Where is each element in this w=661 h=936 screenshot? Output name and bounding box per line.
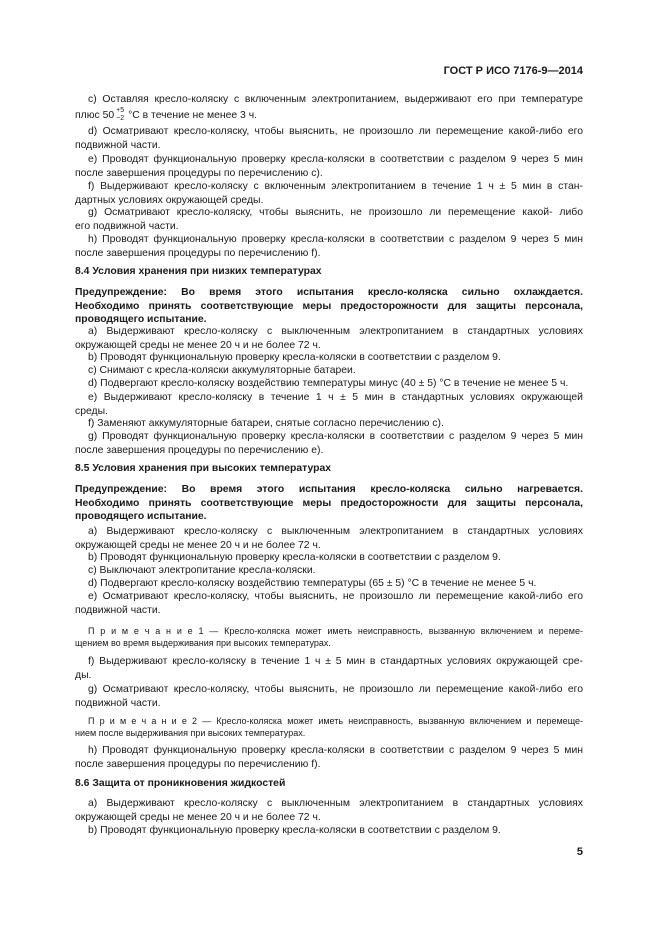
page-number: 5: [576, 846, 583, 858]
heading-8-4: 8.4 Условия хранения при низких температурах: [75, 266, 322, 278]
text-line: Предупреждение: Во время этого испытания кресло-коляска сильно нагревается.: [75, 484, 583, 496]
text-line: d) Подвергают кресло-коляску воздействию температуры минус (40 ± 5) °С в течение не менее 5 ч.: [88, 378, 569, 390]
item-8-3-h: [75, 233, 583, 260]
text-line: c) Оставляя кресло-коляску с включенным электропитанием, выдерживают его при температуре: [88, 94, 583, 106]
item-8-4-c: [75, 364, 583, 377]
heading-8-6: 8.6 Защита от проникновения жидкостей: [75, 778, 286, 790]
note-8-5-1: [75, 625, 583, 649]
item-8-4-d: [75, 377, 583, 390]
item-8-5-e: [75, 590, 583, 617]
text-line: g) Осматривают кресло-коляску, чтобы выяснить, не произошло ли перемещение какой- либо: [88, 207, 583, 219]
text-line: a) Выдерживают кресло-коляску с выключенным электропитанием в стандартных условиях: [88, 326, 583, 338]
item-8-5-f: [75, 655, 583, 682]
item-8-4-b: [75, 351, 583, 364]
text-line: П р и м е ч а н и е 1 — Кресло-коляска может иметь неисправность, вызванную включением и переме-: [88, 626, 583, 636]
text-line: f) Выдерживают кресло-коляску в течение 1 ч ± 5 мин в стандартных условиях окружающей сре-: [88, 656, 583, 668]
item-8-3-e: [75, 153, 583, 180]
text-line: a) Выдерживают кресло-коляску с выключенным электропитанием в стандартных условиях: [88, 798, 583, 810]
text-line: после завершения процедуры по перечислению c).: [75, 167, 323, 179]
text-line: d) Осматривают кресло-коляску, чтобы выяснить, не произошло ли перемещение какой-либо его: [88, 126, 583, 138]
text-line: b) Проводят функциональную проверку кресла-коляски в соответствии с разделом 9.: [88, 552, 501, 564]
item-8-3-d: [75, 125, 583, 152]
item-8-3-f: [75, 180, 583, 207]
text-line: среды.: [75, 405, 108, 417]
text-line: ды.: [75, 669, 92, 681]
text-line: его подвижной части.: [75, 220, 179, 232]
text-line: c) Снимают с кресла-коляски аккумуляторные батареи.: [88, 365, 356, 377]
text-line: b) Проводят функциональную проверку кресла-коляски в соответствии с разделом 9.: [88, 352, 501, 364]
text-line: подвижной части.: [75, 697, 161, 709]
text-line: подвижной части.: [75, 604, 161, 616]
item-8-5-d: [75, 577, 583, 590]
item-8-5-a: [75, 525, 583, 552]
item-8-3-g: [75, 206, 583, 233]
text-line: c) Выключают электропитание кресла-коляски.: [88, 565, 316, 577]
text-line: после завершения процедуры по перечислению f).: [75, 758, 321, 770]
text-line: Предупреждение: Во время этого испытания кресло-коляска сильно охлаждается.: [75, 287, 583, 299]
text-line: нием после выдерживания при высоких температурах.: [75, 728, 306, 738]
text-line: e) Осматривают кресло-коляску, чтобы выяснить, не произошло ли перемещение какой-либо его: [88, 591, 583, 603]
tolerance-lower: −2: [116, 114, 125, 122]
warning-8-5: [75, 483, 583, 523]
text-line: дартных условиях окружающей среды.: [75, 194, 264, 206]
temperature-suffix: °С в течение не менее 3 ч.: [128, 109, 258, 121]
text-line: Необходимо принять соответствующие меры предосторожности для защиты персонала,: [75, 497, 583, 509]
item-8-5-h: [75, 744, 583, 771]
text-line: П р и м е ч а н и е 2 — Кресло-коляска может иметь неисправность, вызванную включением и перемеще-: [88, 716, 583, 726]
item-8-4-a: [75, 325, 583, 352]
text-line: g) Осматривают кресло-коляску, чтобы выяснить, не произошло ли перемещение какой-либо его: [88, 684, 583, 696]
text-line: d) Подвергают кресло-коляску воздействию температуры (65 ± 5) °С в течение не менее 5 ч.: [88, 578, 537, 590]
item-8-5-c: [75, 564, 583, 577]
text-line: окружающей среды не менее 20 ч и не более 72 ч.: [75, 811, 321, 823]
text-line: проводящего испытание.: [75, 314, 207, 326]
text-line: e) Выдерживают кресло-коляску в течение 1 ч ± 5 мин в стандартных условиях окружающей: [88, 392, 583, 404]
text-line: e) Проводят функциональную проверку кресла-коляски в соответствии с разделом 9 через 5 мин: [88, 154, 583, 166]
text-line: a) Выдерживают кресло-коляску с выключенным электропитанием в стандартных условиях: [88, 526, 583, 538]
text-line: b) Проводят функциональную проверку кресла-коляски в соответствии с разделом 9.: [88, 825, 501, 837]
item-8-5-b: [75, 551, 583, 564]
text-line: щением во время выдерживания при высоких температурах.: [75, 638, 331, 648]
text-line: подвижной части.: [75, 139, 161, 151]
text-line: f) Заменяют аккумуляторные батареи, снятые согласно перечислению c).: [88, 418, 444, 430]
item-8-4-e: [75, 391, 583, 418]
item-8-6-b: [75, 824, 583, 837]
text-line: Необходимо принять соответствующие меры предосторожности для защиты персонала,: [75, 300, 583, 312]
temperature-prefix: плюс 50: [75, 109, 115, 121]
text-line: после завершения процедуры по перечислению f).: [75, 247, 321, 259]
text-line: окружающей среды не менее 20 ч и не более 72 ч.: [75, 339, 321, 351]
heading-8-5: 8.5 Условия хранения при высоких температурах: [75, 463, 332, 475]
page-header-doc-id: ГОСТ Р ИСО 7176-9—2014: [443, 65, 583, 77]
text-line: h) Проводят функциональную проверку кресла-коляски в соответствии с разделом 9 через 5 мин: [88, 745, 583, 757]
temperature-tolerance: [116, 107, 124, 122]
warning-8-4: [75, 286, 583, 326]
item-8-6-a: [75, 797, 583, 824]
note-8-5-2: [75, 715, 583, 739]
item-8-4-f: [75, 417, 583, 430]
item-8-4-g: [75, 430, 583, 457]
text-line: окружающей среды не менее 20 ч и не более 72 ч.: [75, 539, 321, 551]
text-line: g) Проводят функциональную проверку кресла-коляски в соответствии с разделом 9 через 5 мин: [88, 431, 583, 443]
text-line: после завершения процедуры по перечислению e).: [75, 444, 324, 456]
text-line: h) Проводят функциональную проверку кресла-коляски в соответствии с разделом 9 через 5 мин: [88, 234, 583, 246]
item-8-5-g: [75, 683, 583, 710]
text-line: f) Выдерживают кресло-коляску с включенным электропитанием в течение 1 ч ± 5 мин в стан-: [88, 181, 583, 193]
tolerance-upper: +5: [116, 107, 125, 115]
item-8-3-c: [75, 93, 583, 125]
text-line: проводящего испытание.: [75, 511, 207, 523]
temperature-line: [75, 107, 583, 126]
